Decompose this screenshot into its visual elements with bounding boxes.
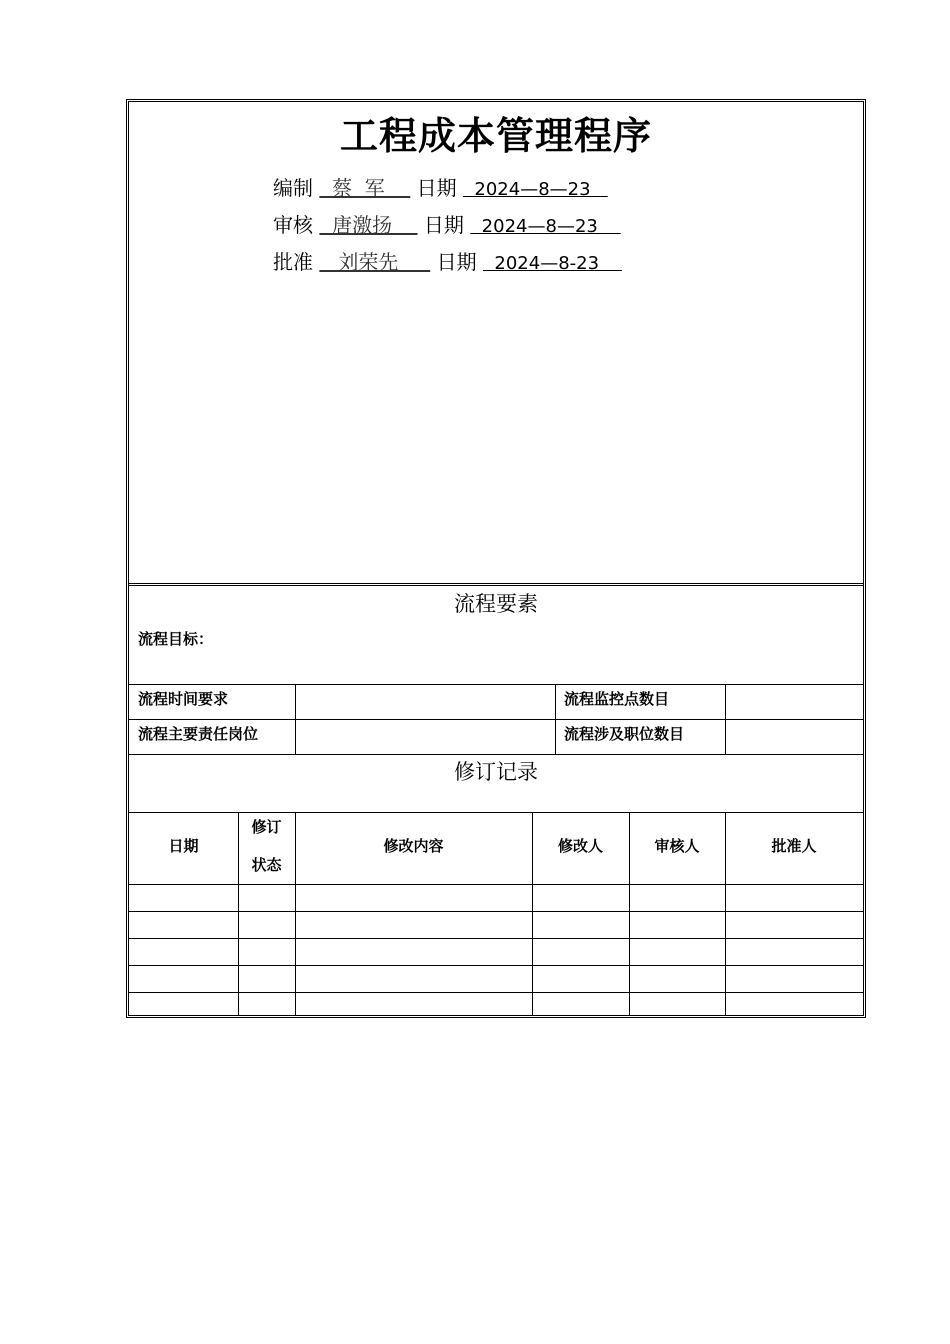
time-requirement-label: 流程时间要求 (138, 690, 229, 708)
signoff-name: 蔡 军 (319, 176, 411, 200)
signoff-date: 2024—8—23 (462, 179, 608, 200)
table-line (129, 719, 863, 720)
signoff-row-editor (273, 172, 608, 201)
monitor-points-label: 流程监控点数目 (564, 690, 670, 708)
table-line (295, 812, 296, 1015)
col-header-reviewer: 审核人 (654, 837, 700, 855)
table-line (629, 812, 630, 1015)
signoff-row-approver (273, 246, 622, 275)
table-line (129, 684, 863, 685)
positions-count-label: 流程涉及职位数目 (564, 725, 685, 743)
col-header-approver: 批准人 (771, 837, 817, 855)
col-header-status-line1: 修订 (251, 818, 282, 836)
table-line (555, 684, 556, 754)
table-line (129, 812, 863, 813)
col-header-content: 修改内容 (383, 837, 444, 855)
table-line (129, 992, 863, 993)
signoff-role: 审核 (273, 213, 313, 237)
revision-section-title: 修订记录 (454, 760, 538, 784)
table-line (129, 938, 863, 939)
signoff-date-label: 日期 (416, 176, 457, 200)
table-line (725, 684, 726, 754)
table-line (129, 911, 863, 912)
section-divider (129, 583, 863, 586)
table-line (129, 884, 863, 885)
table-line (295, 684, 296, 754)
document-title: 工程成本管理程序 (339, 113, 652, 158)
signoff-role: 编制 (273, 176, 313, 200)
signoff-date-label: 日期 (423, 213, 464, 237)
table-line (129, 754, 863, 755)
signoff-row-reviewer (273, 209, 621, 238)
elements-section-title: 流程要素 (454, 592, 538, 616)
col-header-modifier: 修改人 (557, 837, 603, 855)
signoff-name: 唐激扬 (319, 213, 418, 237)
table-line (532, 812, 533, 1015)
col-header-status-line2: 状态 (251, 856, 282, 874)
table-line (129, 965, 863, 966)
signoff-name: 刘荣先 (319, 250, 431, 274)
col-header-date: 日期 (168, 837, 199, 855)
document-frame (126, 99, 866, 1018)
signoff-date-label: 日期 (436, 250, 477, 274)
signoff-role: 批准 (273, 250, 313, 274)
signoff-date: 2024—8-23 (482, 253, 622, 274)
main-post-label: 流程主要责任岗位 (138, 725, 259, 743)
table-line (238, 812, 239, 1015)
goal-label: 流程目标： (138, 630, 214, 648)
table-line (725, 812, 726, 1015)
signoff-date: 2024—8—23 (470, 216, 621, 237)
